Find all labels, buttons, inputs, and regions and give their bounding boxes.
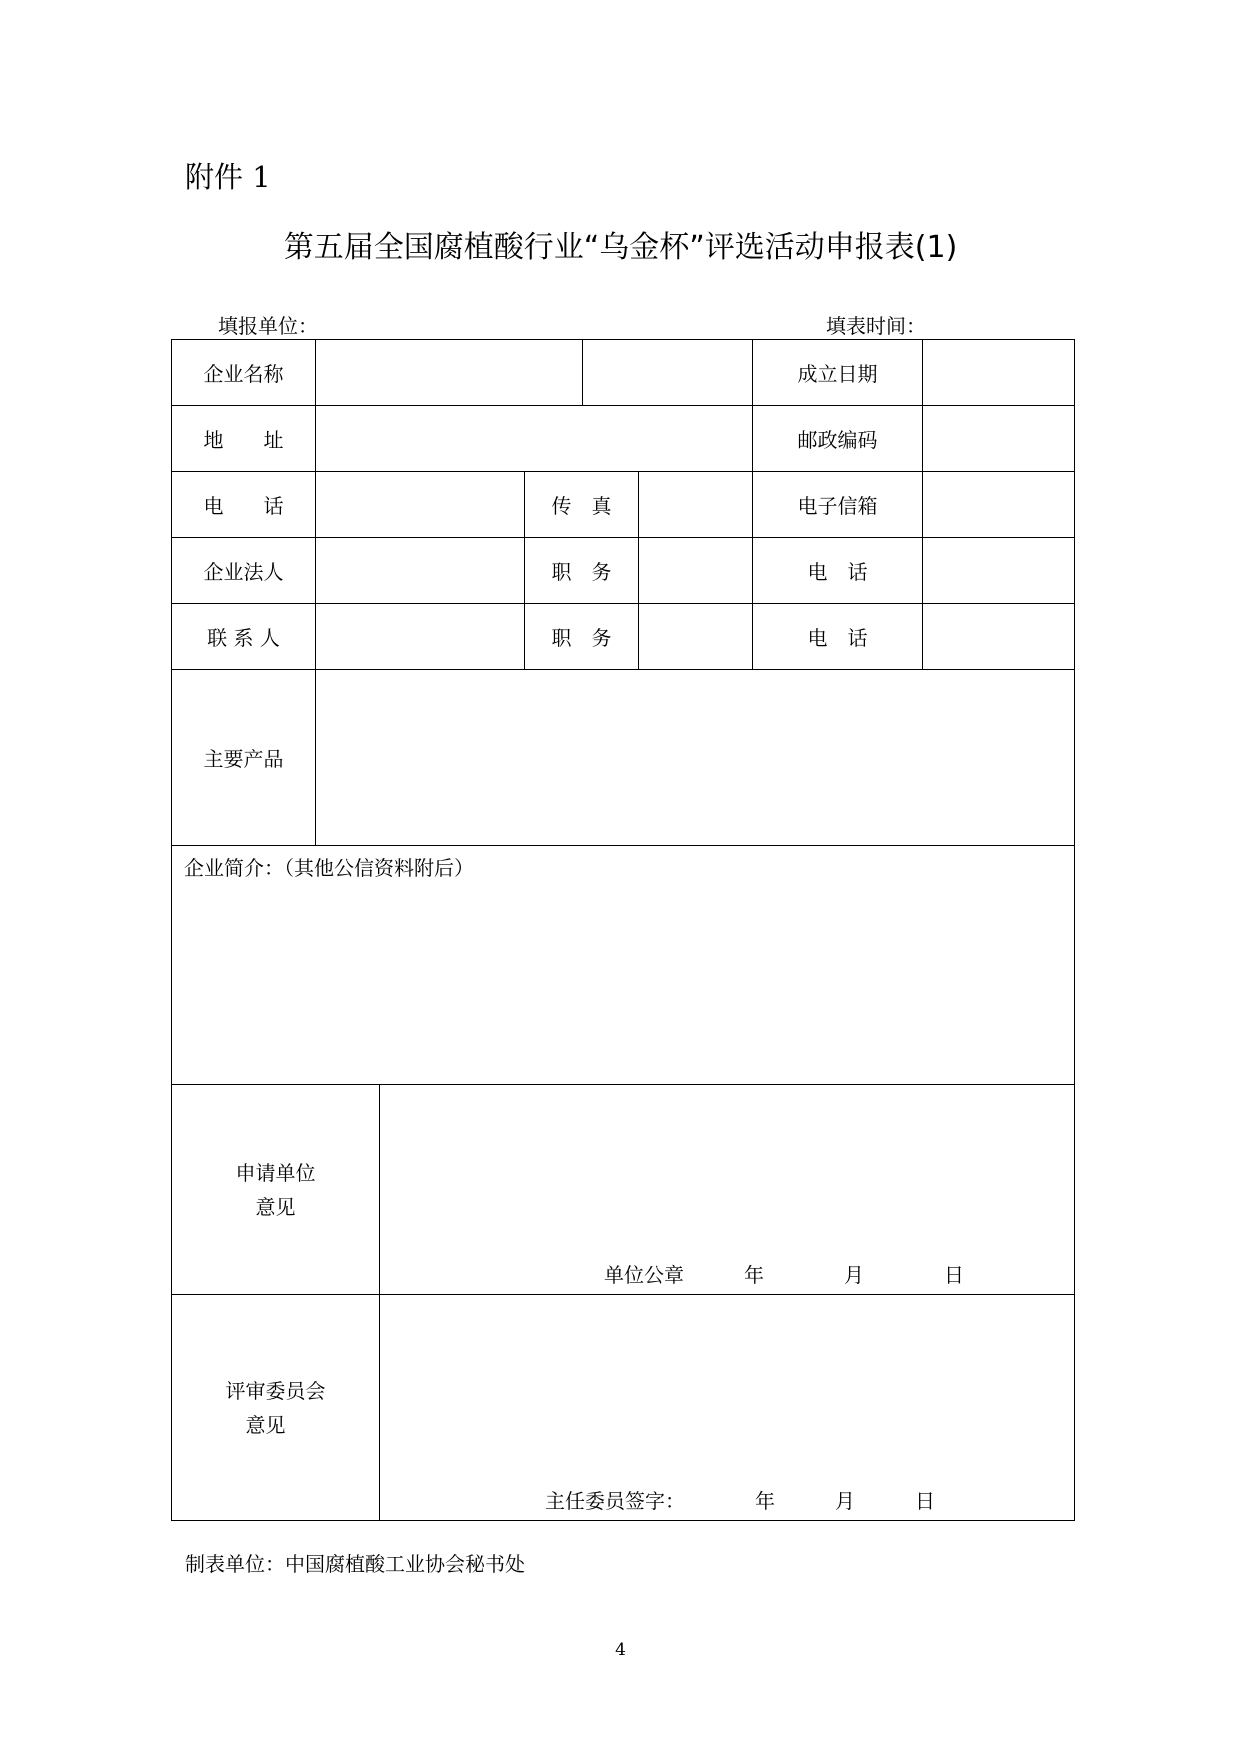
postal-code-field[interactable] — [923, 406, 1075, 472]
committee-opinion-label-line1: 评审委员会 — [225, 1378, 326, 1403]
applicant-opinion-label-cell — [172, 1085, 380, 1295]
legal-person-position-field[interactable] — [639, 538, 753, 604]
address-label: 地 址 — [172, 406, 316, 472]
application-form-table — [171, 339, 1075, 1521]
company-intro-label: 企业简介：（其他公信资料附后） — [184, 856, 474, 880]
applicant-opinion-field[interactable] — [380, 1085, 1075, 1295]
legal-person-phone-label: 电 话 — [753, 538, 923, 604]
applicant-opinion-label-line2: 意见 — [255, 1194, 296, 1219]
established-date-field[interactable] — [923, 340, 1075, 406]
row-applicant-opinion — [172, 1085, 1075, 1295]
row-address — [172, 406, 1075, 472]
row-legal-person — [172, 538, 1075, 604]
phone-label: 电 话 — [172, 472, 316, 538]
company-name-field[interactable] — [316, 340, 583, 406]
contact-phone-label: 电 话 — [753, 604, 923, 670]
legal-person-label: 企业法人 — [172, 538, 316, 604]
committee-sign-line: 主任委员签字： 年 月 日 — [545, 1489, 935, 1513]
form-title: 第五届全国腐植酸行业“乌金杯”评选活动申报表(1) — [283, 230, 958, 265]
products-label: 主要产品 — [172, 670, 316, 846]
contact-field[interactable] — [316, 604, 525, 670]
form-maker: 制表单位：中国腐植酸工业协会秘书处 — [185, 1552, 525, 1576]
fax-field[interactable] — [639, 472, 753, 538]
legal-person-position-label: 职 务 — [525, 538, 639, 604]
row-phone — [172, 472, 1075, 538]
applicant-opinion-label-line1: 申请单位 — [235, 1160, 316, 1185]
company-intro-field[interactable] — [172, 846, 1075, 1085]
row-products — [172, 670, 1075, 846]
legal-person-field[interactable] — [316, 538, 525, 604]
email-field[interactable] — [923, 472, 1075, 538]
committee-opinion-field[interactable] — [380, 1295, 1075, 1521]
page-number: 4 — [615, 1640, 626, 1660]
phone-field[interactable] — [316, 472, 525, 538]
email-label: 电子信箱 — [753, 472, 923, 538]
company-name-label: 企业名称 — [172, 340, 316, 406]
established-date-label: 成立日期 — [753, 340, 923, 406]
row-committee-opinion — [172, 1295, 1075, 1521]
legal-person-phone-field[interactable] — [923, 538, 1075, 604]
row-company-name — [172, 340, 1075, 406]
committee-opinion-label-cell — [172, 1295, 380, 1521]
committee-opinion-label-line2: 意见 — [245, 1412, 286, 1437]
postal-code-label: 邮政编码 — [753, 406, 923, 472]
applicant-seal-line: 单位公章 年 月 日 — [604, 1263, 964, 1287]
address-field[interactable] — [316, 406, 753, 472]
products-field[interactable] — [316, 670, 1075, 846]
row-contact — [172, 604, 1075, 670]
row-intro — [172, 846, 1075, 1085]
contact-phone-field[interactable] — [923, 604, 1075, 670]
attachment-label: 附件 1 — [185, 160, 271, 194]
contact-label: 联 系 人 — [172, 604, 316, 670]
filler-unit-label: 填报单位： — [218, 314, 318, 338]
fill-time-label: 填表时间： — [826, 314, 926, 338]
company-name-extra-field[interactable] — [583, 340, 753, 406]
contact-position-field[interactable] — [639, 604, 753, 670]
fax-label: 传 真 — [525, 472, 639, 538]
contact-position-label: 职 务 — [525, 604, 639, 670]
